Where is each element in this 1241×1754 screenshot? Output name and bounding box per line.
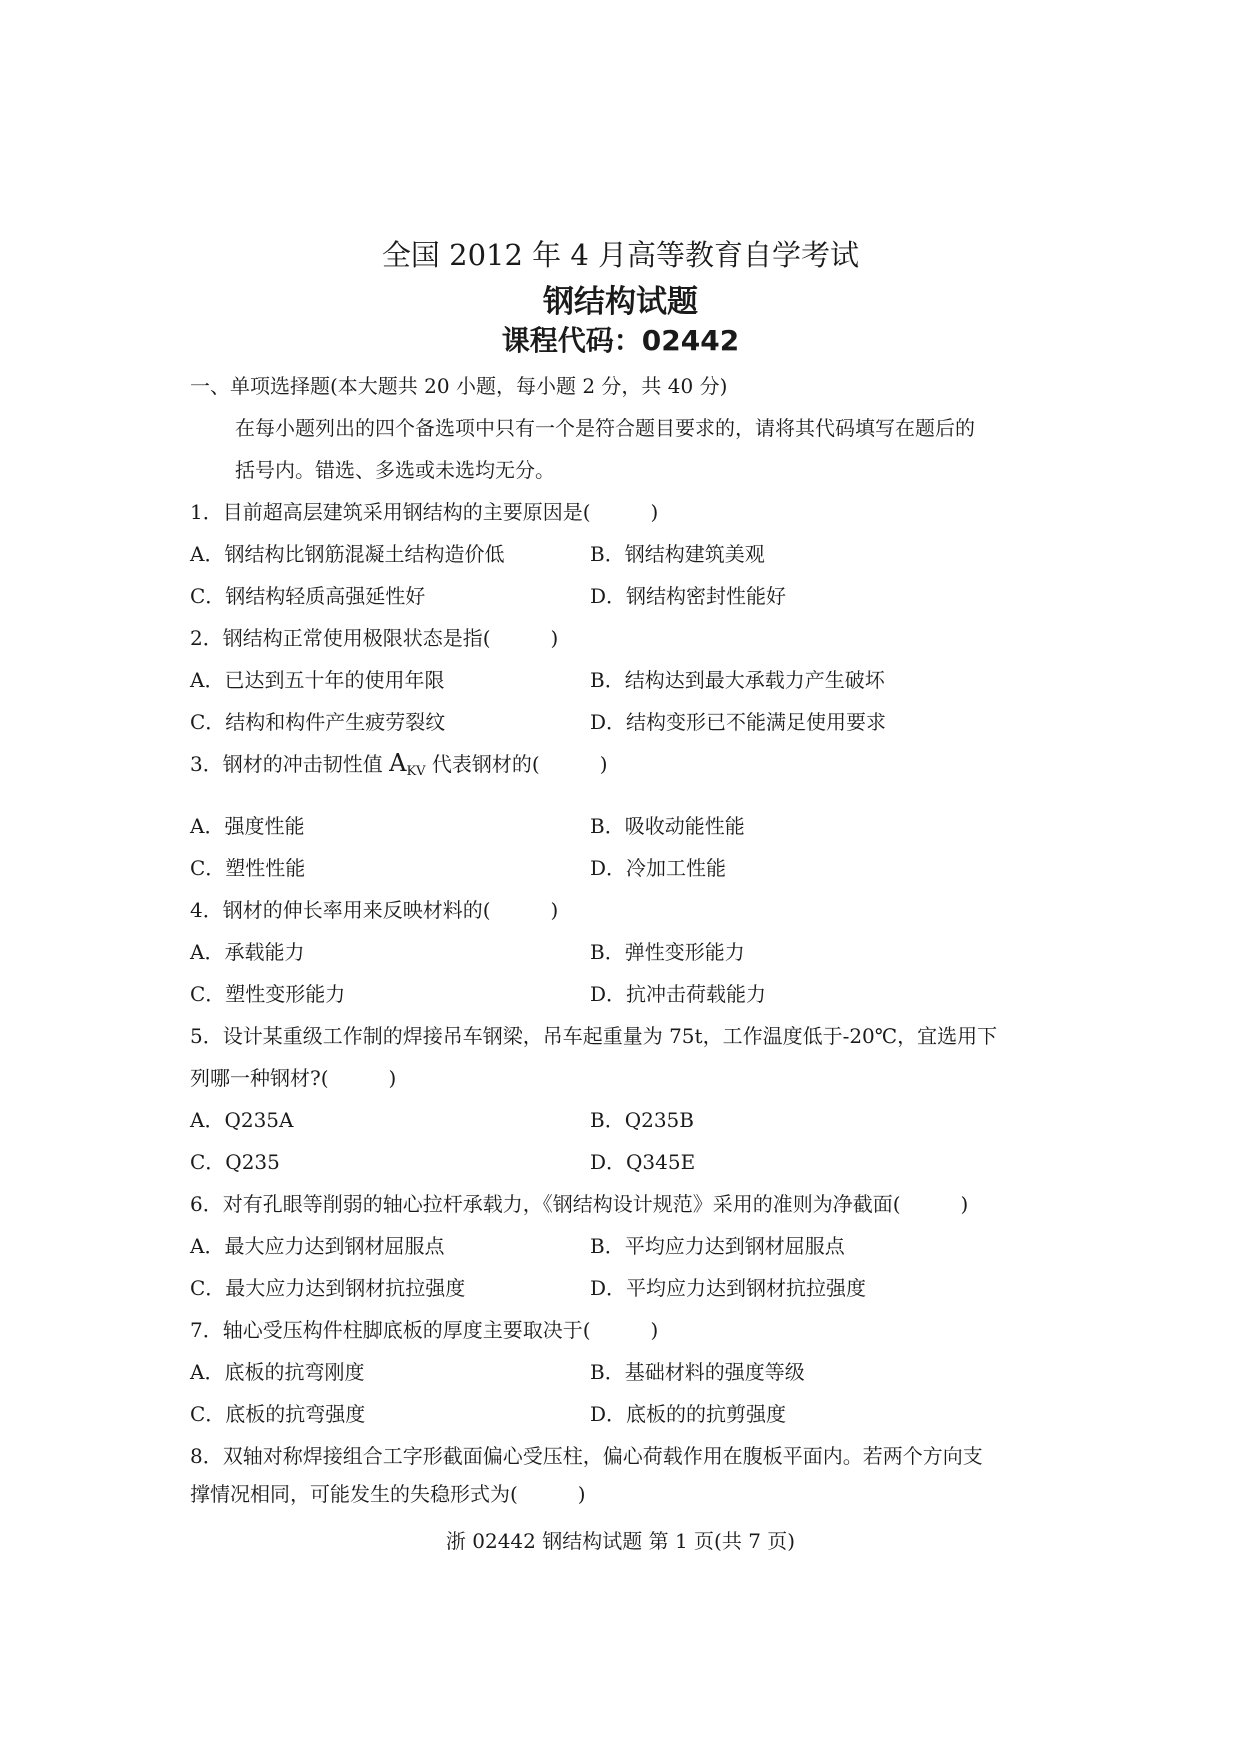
question-2-stem: 2．钢结构正常使用极限状态是指( ) [190,626,559,650]
question-5-option-a: A．Q235A [190,1108,294,1132]
question-6-option-c: C．最大应力达到钢材抗拉强度 [190,1276,466,1300]
question-1-option-a: A．钢结构比钢筋混凝土结构造价低 [190,542,505,566]
question-1-stem: 1．目前超高层建筑采用钢结构的主要原因是( ) [190,500,659,524]
question-5-option-b: B．Q235B [590,1108,694,1132]
section-heading: 一、单项选择题(本大题共 20 小题，每小题 2 分，共 40 分) [190,374,728,398]
question-2-option-b: B．结构达到最大承载力产生破坏 [590,668,885,692]
question-7-stem: 7．轴心受压构件柱脚底板的厚度主要取决于( ) [190,1318,659,1342]
question-4-option-b: B．弹性变形能力 [590,940,745,964]
question-3-subscript: KV [406,764,426,779]
question-6-option-d: D．平均应力达到钢材抗拉强度 [590,1276,867,1300]
question-5-stem-line1: 5．设计某重级工作制的焊接吊车钢梁，吊车起重量为 75t，工作温度低于-20℃，宜选用下 [190,1024,998,1048]
subject-title: 钢结构试题 [543,284,698,320]
question-1-option-b: B．钢结构建筑美观 [590,542,765,566]
question-6-stem: 6．对有孔眼等削弱的轴心拉杆承载力，《钢结构设计规范》采用的准则为净截面( ) [190,1192,969,1216]
question-6-option-a: A．最大应力达到钢材屈服点 [190,1234,445,1258]
course-code: 课程代码：02442 [501,324,740,357]
question-2-option-d: D．结构变形已不能满足使用要求 [590,710,887,734]
question-7-option-c: C．底板的抗弯强度 [190,1402,366,1426]
question-3-option-c: C．塑性性能 [190,856,306,880]
question-8-stem-line1: 8．双轴对称焊接组合工字形截面偏心受压柱，偏心荷载作用在腹板平面内。若两个方向支 [190,1444,983,1468]
question-3-option-a: A．强度性能 [190,814,305,838]
page-footer: 浙 02442 钢结构试题 第 1 页(共 7 页) [445,1529,796,1553]
question-1-option-c: C．钢结构轻质高强延性好 [190,584,426,608]
exam-title: 全国 2012 年 4 月高等教育自学考试 [381,238,860,272]
question-3-option-d: D．冷加工性能 [590,856,727,880]
question-3-stem-post: 代表钢材的( ) [425,752,608,776]
question-7-option-b: B．基础材料的强度等级 [590,1360,805,1384]
question-6-option-b: B．平均应力达到钢材屈服点 [590,1234,845,1258]
question-3-option-b: B．吸收动能性能 [590,814,745,838]
question-3-stem [190,748,608,779]
question-8-stem-line2: 撑情况相同，可能发生的失稳形式为( ) [190,1482,586,1506]
question-7-option-d: D．底板的的抗剪强度 [590,1402,787,1426]
question-7-option-a: A．底板的抗弯刚度 [190,1360,365,1384]
question-1-option-d: D．钢结构密封性能好 [590,584,787,608]
question-2-option-c: C．结构和构件产生疲劳裂纹 [190,710,446,734]
section-instruction-line1: 在每小题列出的四个备选项中只有一个是符合题目要求的，请将其代码填写在题后的 [235,416,975,440]
question-5-stem-line2: 列哪一种钢材?( ) [190,1066,397,1090]
question-3-symbol: A [389,749,407,777]
question-2-option-a: A．已达到五十年的使用年限 [190,668,445,692]
section-instruction-line2: 括号内。错选、多选或未选均无分。 [235,458,555,482]
question-4-option-d: D．抗冲击荷载能力 [590,982,767,1006]
question-5-option-d: D．Q345E [590,1150,696,1174]
question-4-option-a: A．承载能力 [190,940,305,964]
question-3-stem-pre: 3．钢材的冲击韧性值 [190,752,390,776]
question-4-stem: 4．钢材的伸长率用来反映材料的( ) [190,898,559,922]
question-5-option-c: C．Q235 [190,1150,280,1174]
question-4-option-c: C．塑性变形能力 [190,982,346,1006]
